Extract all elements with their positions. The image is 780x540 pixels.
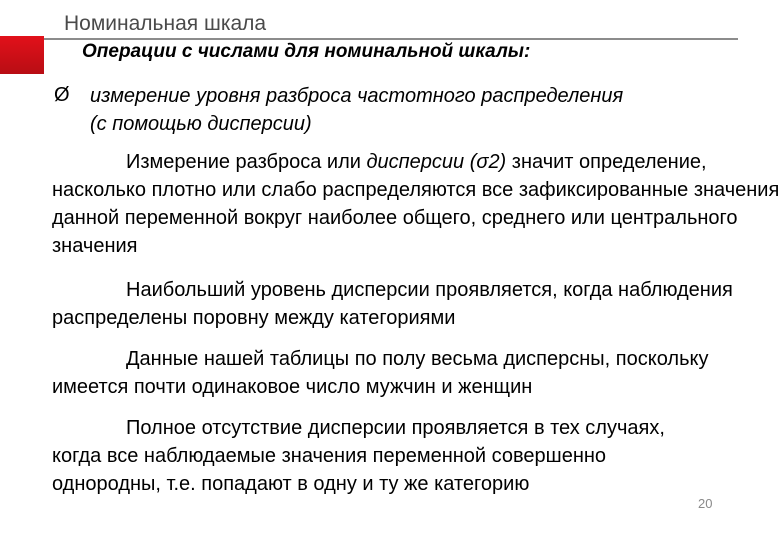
paragraph-text-end: значит определение, насколько плотно или слабо распределяются все зафиксированные значения данной переменной вокруг наиболее общего, среднего или центрального значения: [52, 151, 780, 257]
paragraph-max-dispersion: Наибольший уровень дисперсии проявляется, когда наблюдения распределены поровну между категориями: [52, 279, 733, 329]
paragraph-dispersion-definition: [52, 148, 780, 260]
title-divider: [44, 38, 738, 40]
bullet-line-1: измерение уровня разброса частотного распределения: [90, 85, 624, 107]
paragraph-no-dispersion: Полное отсутствие дисперсии проявляется в тех случаях, когда все наблюдаемые значения переменной совершенно однородны, т.е. попадают в одну и ту же категорию: [52, 417, 665, 495]
bullet-line-2: (с помощью дисперсии): [90, 113, 312, 135]
dispersion-term: дисперсии (σ2): [366, 151, 507, 173]
arrow-bullet-icon: Ø: [54, 84, 70, 106]
paragraph-text-start: Измерение разброса или: [126, 151, 367, 173]
page-number: 20: [698, 496, 713, 511]
accent-bar: [0, 36, 44, 74]
slide-subtitle: Операции с числами для номинальной шкалы:: [82, 41, 531, 62]
paragraph-table-example: Данные нашей таблицы по полу весьма дисперсны, поскольку имеется почти одинаковое число мужчин и женщин: [52, 348, 709, 398]
slide-title: Номинальная шкала: [64, 12, 267, 35]
bullet-item: [90, 82, 770, 138]
